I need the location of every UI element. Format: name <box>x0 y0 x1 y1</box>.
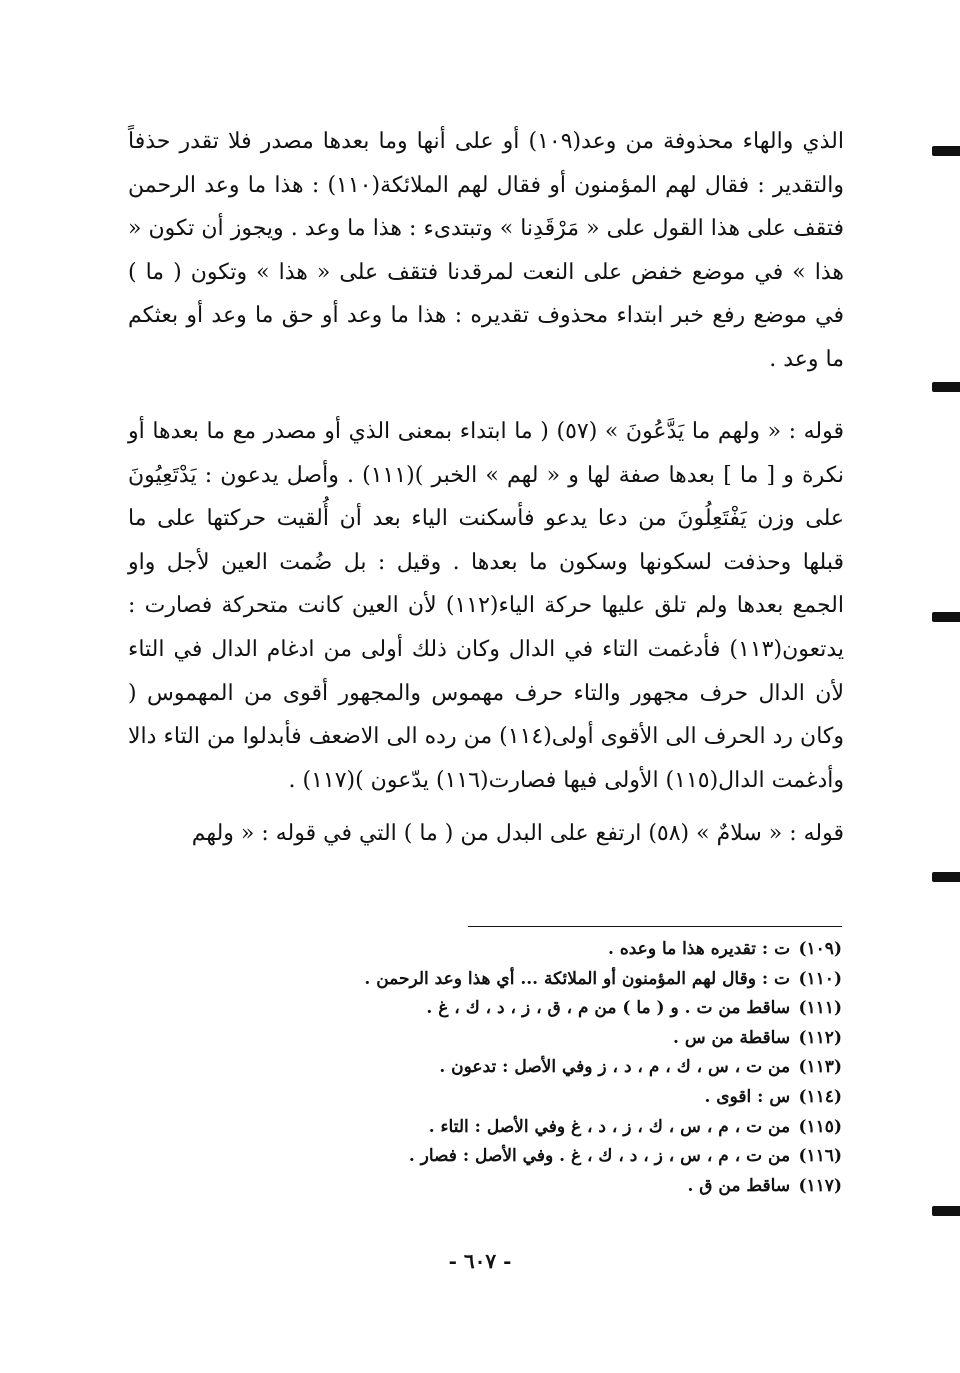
footnote: (١١٤) س : اقوى . <box>704 1086 842 1107</box>
margin-tab-mark <box>932 612 960 622</box>
paragraph: الذي والهاء محذوفة من وعد(١٠٩) أو على أنها وما بعدها مصدر فلا تقدر حذفاً والتقدير : فقال لهم المؤمنون أو فقال لهم الملائكة(١١٠) : هذا ما وعد الرحمن فتقف على هذا القول على « مَرْقَدِنا » وتبتدىء : هذا ما وعد . ويجوز أن تكون « هذا » في موضع خفض على النعت لمرقدنا فتقف على « هذا » وتكون ( ما ) في موضع رفع خبر ابتداء محذوف تقديره : هذا ما وعد أو حق ما وعد أو بعثكم ما وعد . <box>128 129 845 372</box>
margin-tab-mark <box>932 382 960 392</box>
footnote: (١١٢) ساقطة من س . <box>672 1027 842 1048</box>
paragraph: قوله : « سلامٌ » (٥٨) ارتفع على البدل من ( ما ) التي في قوله : « ولهم <box>191 821 844 847</box>
main-text <box>128 120 844 866</box>
page-number: - ٦٠٧ - <box>448 1249 512 1273</box>
paragraph: قوله : « ولهم ما يَدَّعُونَ » (٥٧) ( ما ابتداء بمعنى الذي أو مصدر مع ما بعدها أو نكرة و [ ما ] بعدها صفة لها و « لهم » الخبر )(١١١) . وأصل يدعون : يَدْتَعِيُونَ على وزن يَفْتَعِلُونَ من دعا يدعو فأسكنت الياء بعد أن أُلقيت حركتها على ما قبلها وحذفت لسكونها وسكون ما بعدها . وقيل : بل ضُمت العين لأجل واو الجمع بعدها ولم تلق عليها حركة الياء(١١٢) لأن العين كانت متحركة فصارت : يدتعون(١١٣) فأدغمت التاء في الدال وكان ذلك أولى من ادغام الدال في التاء لأن الدال حرف مجهور والتاء حرف مهموس والمجهور أقوى من المهموس ( وكان رد الحرف الى الأقوى أولى(١١٤) من رده الى الاضعف فأبدلوا من التاء دالا وأدغمت الدال(١١٥) الأولى فيها فصارت(١١٦) يدّعون )(١١٧) . <box>128 419 845 793</box>
margin-tab-mark <box>932 1206 960 1216</box>
footnote: (١١٠) ت : وقال لهم المؤمنون أو الملائكة ... أي هذا وعد الرحمن . <box>364 968 842 989</box>
margin-tab-mark <box>932 146 960 156</box>
footnotes <box>190 935 842 1201</box>
footnote: (١١١) ساقط من ت . و ( ما ) من م ، ق ، ز ، د ، ك ، غ . <box>426 998 842 1019</box>
margin-tab-mark <box>932 872 960 882</box>
footnote: (١١٥) من ت ، م ، س ، ك ، ز ، د ، غ وفي الأصل : التاء . <box>428 1116 842 1137</box>
footnote: (١٠٩) ت : تقديره هذا ما وعده . <box>608 939 842 959</box>
footnote: (١١٧) ساقط من ق . <box>687 1175 842 1196</box>
footnote: (١١٣) من ت ، س ، ك ، م ، د ، ز وفي الأصل : تدعون . <box>439 1057 842 1078</box>
footnote: (١١٦) من ت ، م ، س ، ز ، د ، ك ، غ . وفي الأصل : فصار . <box>408 1146 842 1167</box>
footnote-divider <box>468 926 842 927</box>
